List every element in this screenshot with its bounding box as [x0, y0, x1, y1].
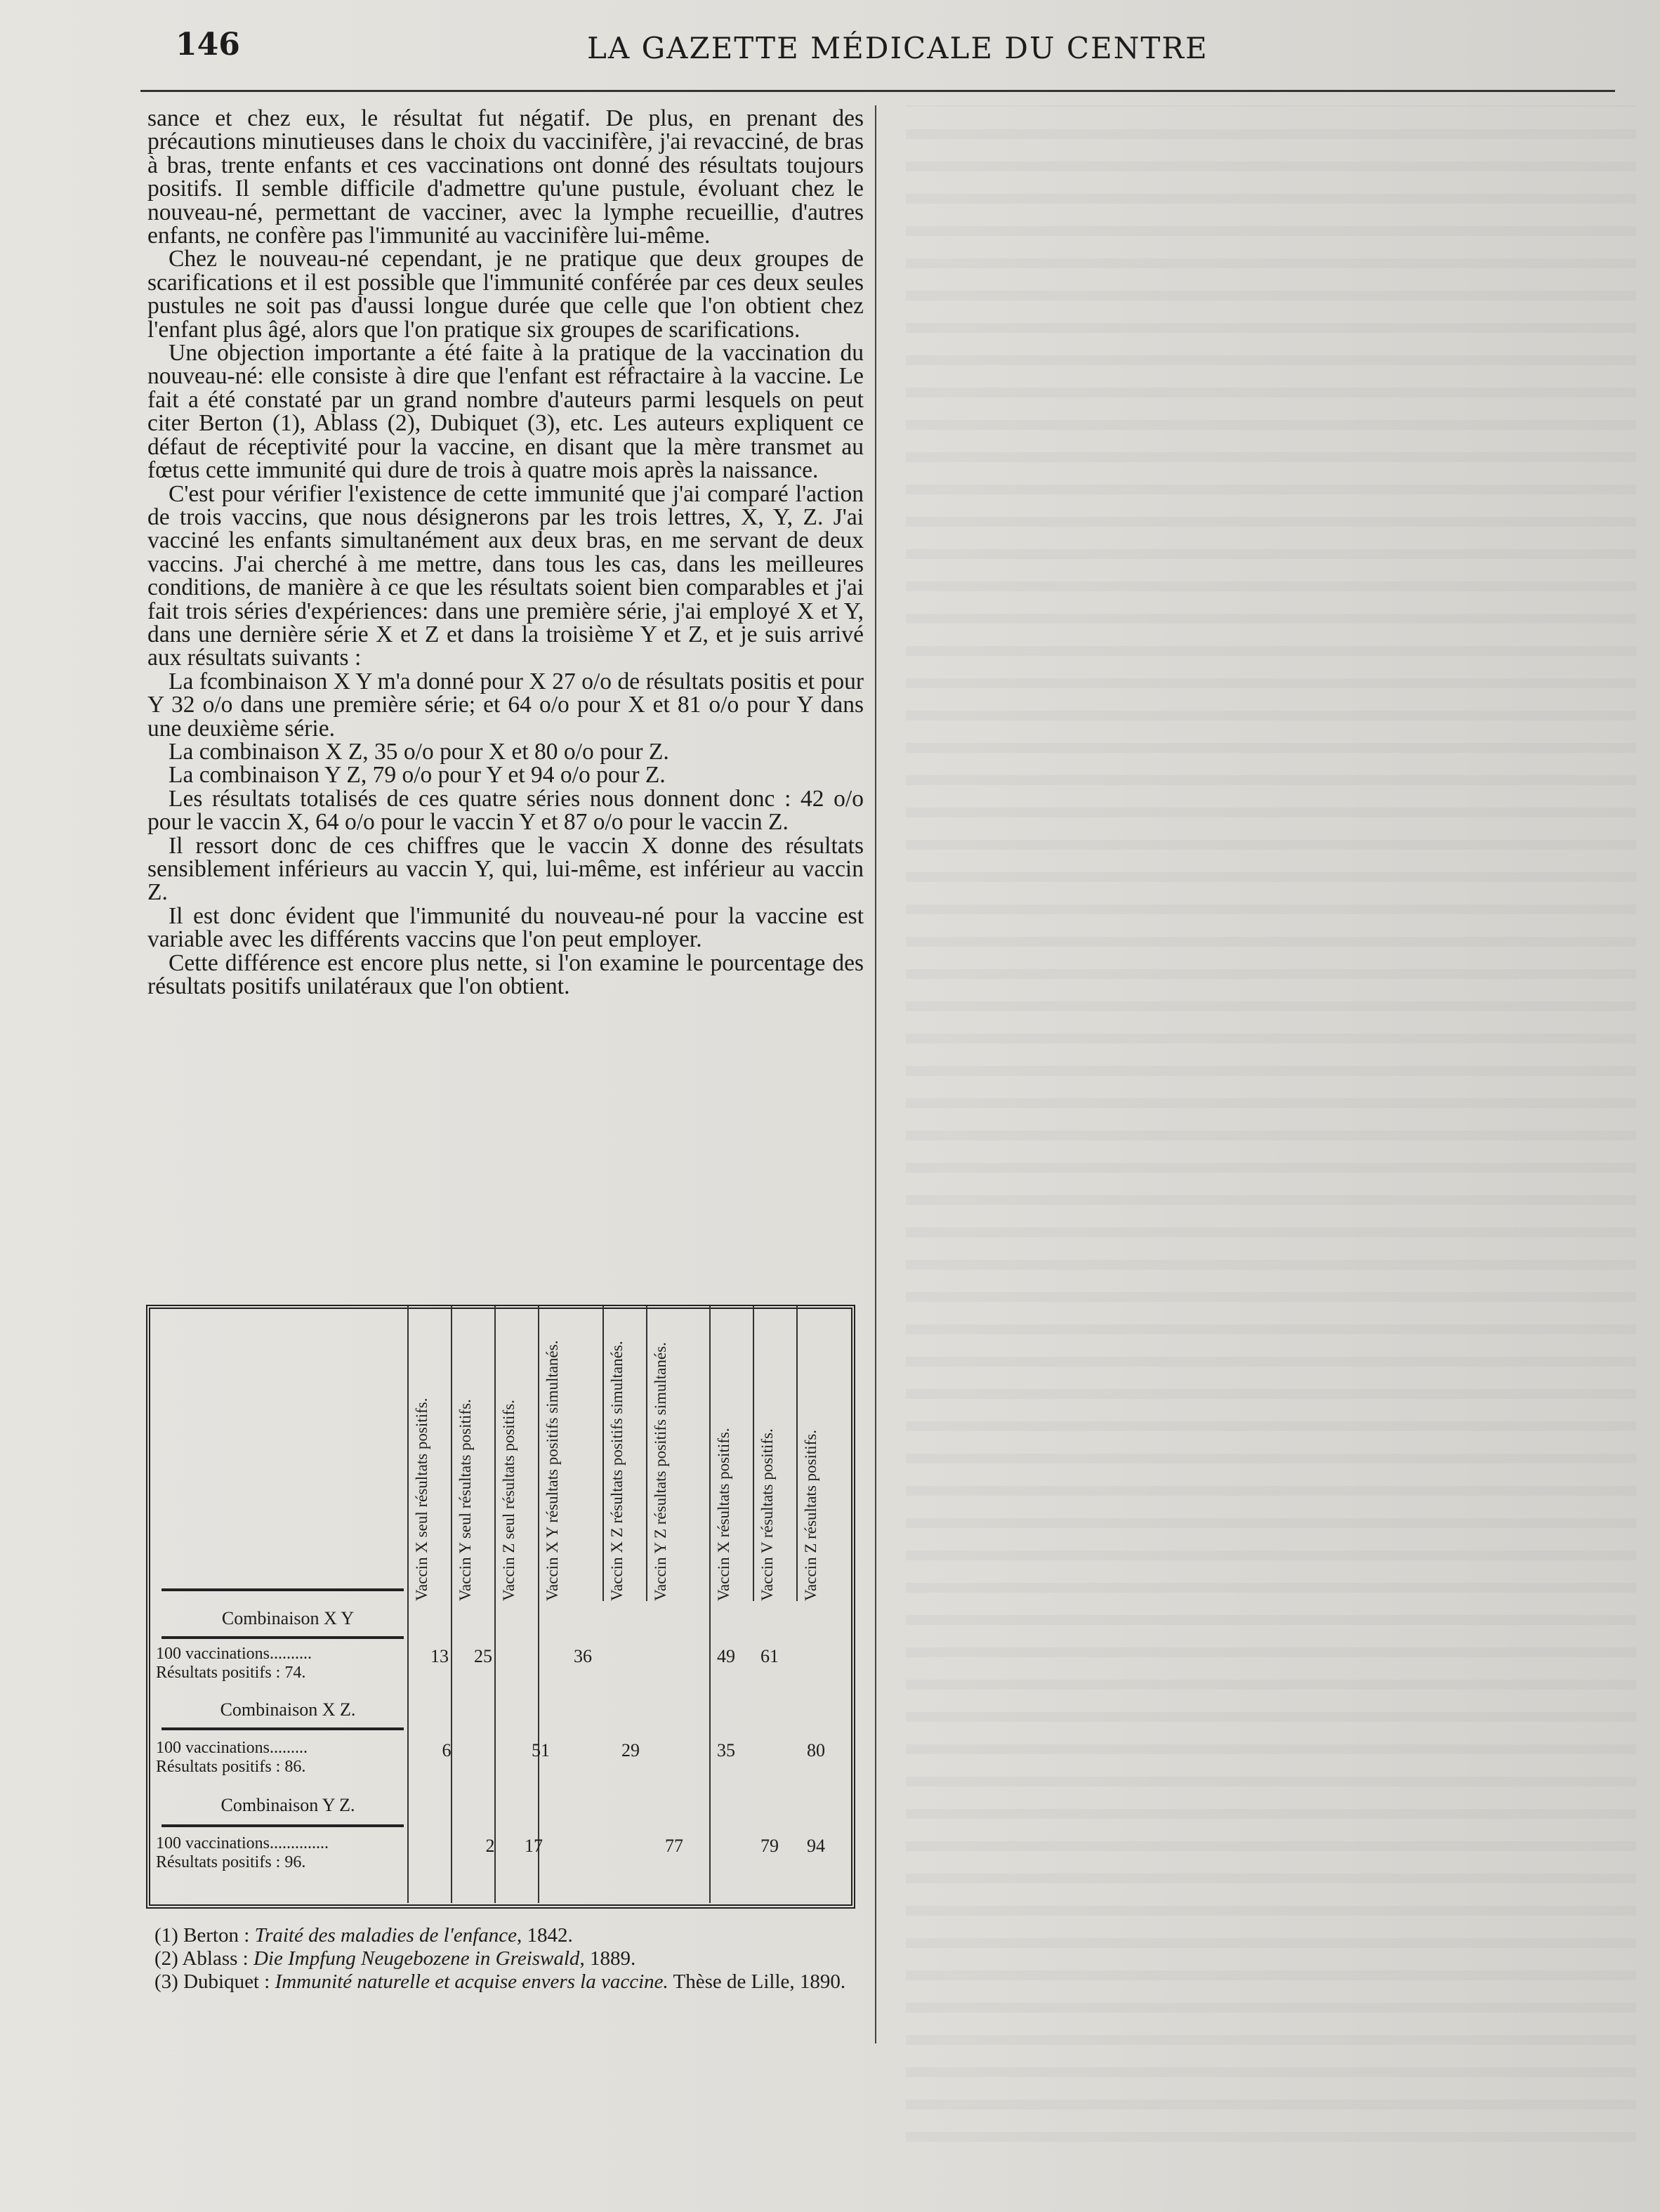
footnote: (1) Berton : Traité des maladies de l'enfance, 1842. — [154, 1924, 573, 1947]
group-title: Combinaison X Z. — [220, 1699, 356, 1720]
group-title: Combinaison X Y — [221, 1608, 355, 1628]
table-rule — [162, 1727, 404, 1730]
footnote: (2) Ablass : Die Impfung Neugebozene in Greiswald, 1889. — [154, 1947, 636, 1970]
table-cell: 61 — [760, 1646, 779, 1666]
table-cell: 35 — [717, 1740, 735, 1760]
table-column-header: Vaccin Z seul résultats positifs. — [494, 1306, 539, 1601]
row-label: 100 vaccinations.............. Résultats positifs : 96. — [156, 1834, 329, 1871]
paragraph: Il est donc évident que l'immunité du nouveau-né pour la vaccine est variable avec les différents vaccins que l'on peut employer. — [147, 902, 864, 953]
table-column-header: Vaccin X seul résultats positifs. — [407, 1306, 452, 1601]
row-label: 100 vaccinations.......... Résultats positifs : 74. — [156, 1645, 312, 1682]
bleed-through-column — [906, 105, 1636, 2142]
table-column-header: Vaccin X Y résultats positifs simultanés. — [538, 1306, 583, 1601]
table-cell: 51 — [532, 1740, 550, 1760]
paragraph: Chez le nouveau-né cependant, je ne pratique que deux groupes de scarifications et il est possible que l'immunité conférée par ces deux seules pustules ne soit pas d'aussi longue durée que celle que l'on obtient chez l'enfant plus âgé, alors que l'on pratique six groupes de scarifications. — [147, 246, 864, 343]
article-body — [147, 107, 864, 998]
table-column-header: Vaccin X Z résultats positifs simultanés. — [602, 1306, 647, 1601]
table-rule — [162, 1636, 404, 1639]
table-column-header: Vaccin Y Z résultats positifs simultanés. — [646, 1306, 691, 1601]
table-column-header: Vaccin V résultats positifs. — [753, 1306, 798, 1601]
paragraph: C'est pour vérifier l'existence de cette immunité que j'ai comparé l'action de trois vaccins, que nous désignerons par les trois lettres, X, Y, Z. J'ai vacciné les enfants simultanément aux deux bras, en me servant de deux vaccins. J'ai cherché à me mettre, dans tous les cas, dans les meilleures conditions, de manière à ce que les résultats soient bien comparables et j'ai fait trois séries d'expériences: dans une première série, j'ai employé X et Y, dans une dernière série X et Z et dans la troisième Y et Z, et je suis arrivé aux résultats suivants : — [147, 480, 864, 671]
table-cell: 6 — [442, 1740, 452, 1760]
column-rule — [875, 105, 876, 2043]
row-label: 100 vaccinations......... Résultats positifs : 86. — [156, 1739, 308, 1776]
paragraph: Une objection importante a été faite à la pratique de la vaccination du nouveau-né: elle consiste à dire que l'enfant est réfractaire à la vaccine. Le fait a été constaté par un grand nombre d'auteurs parmi lesquels on peut citer Berton (1), Ablass (2), Dubiquet (3), etc. Les auteurs expliquent ce défaut de réceptivité pour la vaccine, en disant que la mère transmet au fœtus cette immunité qui dure de trois à quatre mois après la naissance. — [147, 340, 864, 484]
paragraph: La combinaison Y Z, 79 o/o pour Y et 94 o/o pour Z. — [169, 762, 666, 789]
table-column-header: Vaccin Z résultats positifs. — [796, 1306, 841, 1601]
table-cell: 13 — [430, 1646, 449, 1666]
table-cell: 77 — [665, 1836, 683, 1856]
page-number: 146 — [176, 27, 240, 62]
paragraph: Cette différence est encore plus nette, si l'on examine le pourcentage des résultats positifs unilatéraux que l'on obtient. — [147, 949, 864, 1000]
table-rule — [162, 1824, 404, 1827]
table-cell: 79 — [760, 1836, 779, 1856]
table-cell: 80 — [807, 1740, 825, 1760]
table-cell: 49 — [717, 1646, 735, 1666]
footnote: (3) Dubiquet : Immunité naturelle et acquise envers la vaccine. Thèse de Lille, 1890. — [154, 1970, 846, 1993]
table-cell: 25 — [474, 1646, 492, 1666]
group-title: Combinaison Y Z. — [220, 1795, 355, 1815]
paragraph: La fcombinaison X Y m'a donné pour X 27 o/o de résultats positis et pour Y 32 o/o dans une première série; et 64 o/o pour X et 81 o/o pour Y dans une deuxième série. — [147, 668, 864, 742]
table-cell: 2 — [485, 1836, 495, 1856]
table-cell: 17 — [525, 1836, 543, 1856]
header-rule — [140, 90, 1615, 92]
table-cell: 36 — [574, 1646, 592, 1666]
table-column-header: Vaccin Y seul résultats positifs. — [451, 1306, 496, 1601]
table-cell: 29 — [621, 1740, 640, 1760]
paragraph: Il ressort donc de ces chiffres que le vaccin X donne des résultats sensiblement inférieurs au vaccin Y, qui, lui-même, est inférieur au vaccin Z. — [147, 832, 864, 906]
table-rule — [162, 1588, 404, 1591]
footnotes — [154, 1924, 864, 1994]
paragraph: Les résultats totalisés de ces quatre séries nous donnent donc : 42 o/o pour le vaccin X, 64 o/o pour le vaccin Y et 87 o/o pour le vaccin Z. — [147, 785, 864, 836]
paragraph: sance et chez eux, le résultat fut négatif. De plus, en prenant des précautions minutieuses dans le choix du vaccinifère, j'ai revacciné, de bras à bras, trente enfants et ces vaccinations ont donné des résultats toujours positifs. Il semble difficile d'admettre qu'une pustule, évoluant chez le nouveau-né, permettant de vacciner, avec la lymphe recueillie, d'autres enfants, ne confère pas l'immunité au vaccinifère lui-même. — [147, 105, 864, 249]
journal-title: LA GAZETTE MÉDICALE DU CENTRE — [587, 31, 1208, 65]
table-column-header: Vaccin X résultats positifs. — [709, 1306, 754, 1601]
paragraph: La combinaison X Z, 35 o/o pour X et 80 o/o pour Z. — [169, 738, 669, 765]
table-cell: 94 — [807, 1836, 825, 1856]
